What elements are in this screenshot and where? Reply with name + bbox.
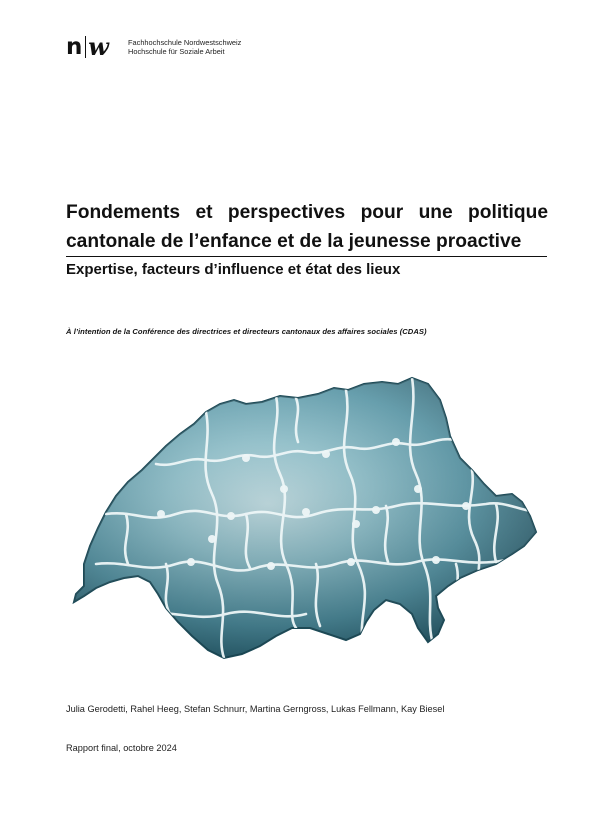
report-subtitle: Expertise, facteurs d’influence et état des lieux — [66, 261, 401, 278]
institution-name — [128, 38, 241, 56]
institution-line-1: Fachhochschule Nordwestschweiz — [128, 38, 242, 47]
intended-for-line: À l’intention de la Conférence des directrices et directeurs cantonaux des affaires sociales (CDAS) — [66, 327, 427, 336]
switzerland-puzzle-map-image — [66, 364, 546, 664]
logo-mark-n: n — [66, 33, 82, 60]
institution-line-2: Hochschule für Soziale Arbeit — [128, 47, 225, 56]
logo-mark-w: w — [88, 32, 109, 61]
authors-line: Julia Gerodetti, Rahel Heeg, Stefan Schnurr, Martina Gerngross, Lukas Fellmann, Kay Biesel — [66, 704, 445, 714]
fhnw-logo — [66, 33, 109, 61]
logo-divider — [85, 36, 86, 58]
report-date-line: Rapport final, octobre 2024 — [66, 743, 177, 753]
report-title: Fondements et perspectives pour une politique cantonale de l’enfance et de la jeunesse proactive — [66, 202, 548, 252]
title-divider — [66, 256, 547, 257]
